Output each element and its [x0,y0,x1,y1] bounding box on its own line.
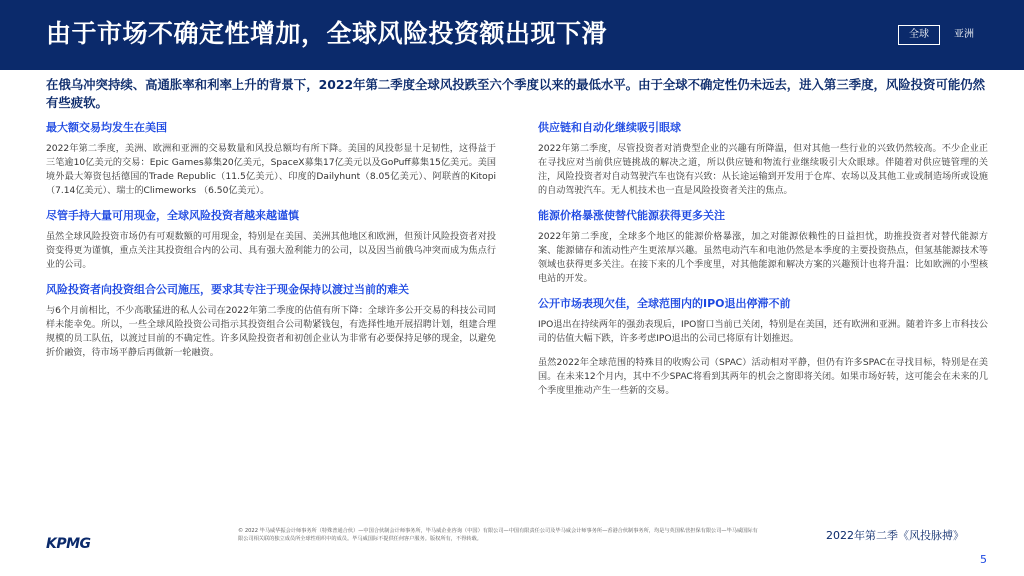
tab-asia[interactable]: 亚洲 [954,29,974,40]
section-heading: 尽管手持大量可用现金，全球风险投资者越来越谨慎 [46,209,299,222]
page-title: 由于市场不确定性增加，全球风险投资额出现下滑 [46,19,608,48]
report-name: 2022年第二季《风投脉搏》 [826,529,964,542]
tab-global[interactable]: 全球 [898,25,940,45]
section-body: 2022年第二季度，全球多个地区的能源价格暴涨，加之对能源依赖性的日益担忧，助推投资者对替代能源方案、能源储存和流动性产生更浓厚兴趣。虽然电动汽车和电池仍然是本季度的主要投资热点，但氢基能源技术等领域也获得更多关注。在接下来的几个季度里，对其他能源和解决方案的兴趣预计也将升温：比如欧洲的小型核电站的开发。 [538,232,988,284]
section-body: 与6个月前相比，不少高歌猛进的私人公司在2022年第二季度的估值有所下降：全球许多公开交易的科技公司同样未能幸免。所以，一些全球风险投资公司指示其投资组合公司勒紧钱包，有选择性地开展招聘计划，组建合理规模的员工队伍，以渡过目前的不确定性。许多风险投资者和初创企业认为非常有必要保持足够的现金，以避免折价融资，待市场平静后再做新一轮融资。 [46,306,496,358]
section-heading: 能源价格暴涨使替代能源获得更多关注 [538,209,725,222]
section-body: 虽然全球风险投资市场仍有可观数额的可用现金，特别是在美国、美洲其他地区和欧洲，但预计风险投资者对投资变得更为谨慎，重点关注其投资组合内的公司、具有强大盈利能力的公司，以及因当前俄乌冲突而成为焦点行业的公司。 [46,232,496,270]
kpmg-logo: KPMG [46,536,91,552]
header-bar [0,0,1024,70]
section-body: IPO退出在持续两年的强劲表现后，IPO窗口当前已关闭，特别是在美国，还有欧洲和亚洲。随着许多上市科技公司的估值大幅下跌，许多考虑IPO退出的公司已将原有计划推迟。 [538,320,988,344]
section-heading: 公开市场表现欠佳，全球范围内的IPO退出停滞不前 [538,297,791,310]
section-body: 2022年第二季度，美洲、欧洲和亚洲的交易数量和风投总额均有所下降。美国的风投彰显十足韧性，这得益于三笔逾10亿美元的交易：Epic Games募集20亿美元，SpaceX募集17亿美元以及GoPuff募集15亿美元。美国境外最大筹资包括德国的Trade Republic（11.5亿美元）、印度的Dailyhunt（8.05亿美元）、阿联酋的Kitopi（7.14亿美元）、瑞士的Climeworks （6.50亿美元）。 [46,144,496,196]
left-column [46,120,496,370]
section-heading: 供应链和自动化继续吸引眼球 [538,121,681,134]
page-number: 5 [980,553,987,566]
section-heading: 最大额交易均发生在美国 [46,121,167,134]
right-column [538,120,988,408]
section-body: 2022年第二季度，尽管投资者对消费型企业的兴趣有所降温，但对其他一些行业的兴致仍然较高。不少企业正在寻找应对当前供应链挑战的解决之道，所以供应链和物流行业继续吸引大众眼球。伴随着对供应链管理的关注，风险投资者对自动驾驶汽车也饶有兴致：从长途运输到开发用于仓库、农场以及其他工业或制造场所或设施的自动驾驶汽车。无人机技术也一直是风险投资者关注的焦点。 [538,144,988,196]
summary-text: 在俄乌冲突持续、高通胀率和利率上升的背景下，2022年第二季度全球风投跌至六个季度以来的最低水平。由于全球不确定性仍未远去，进入第三季度，风险投资可能仍然有些疲软。 [46,77,986,110]
copyright-text: © 2022 毕马威华振会计师事务所（特殊普通合伙）—中国合伙制会计师事务所，毕马威企业咨询（中国）有限公司—中国有限责任公司及毕马威会计师事务所—香港合伙制事务所，均是与英国私营担保有限公司—毕马威国际有限公司相关联的独立成员所全球性组织中的成员。毕马威国际不提供任何客户服务。版权所有，不得转载。 [238,528,758,542]
section-heading: 风险投资者向投资组合公司施压，要求其专注于现金保持以渡过当前的难关 [46,283,409,296]
section-body: 虽然2022年全球范围的特殊目的收购公司（SPAC）活动相对平静，但仍有许多SPAC在寻找目标，特别是在美国。在未来12个月内，其中不少SPAC将看到其两年的机会之窗即将关闭。如果市场好转，这可能会在未来的几个季度里推动产生一些新的交易。 [538,358,988,396]
